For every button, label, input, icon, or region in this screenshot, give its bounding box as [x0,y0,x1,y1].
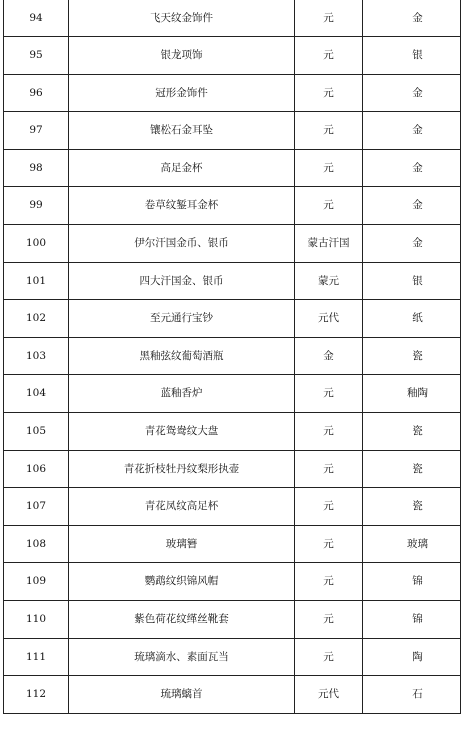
item-era: 蒙古汗国 [295,224,363,262]
item-material [363,337,461,375]
item-number: 104 [4,375,69,413]
item-name: 青花鸳鸯纹大盘 [69,412,295,450]
table-row [4,74,461,112]
table-row [4,0,461,37]
item-material-text: 锦 [412,575,423,588]
item-material-text: 石 [412,688,423,701]
item-material [363,375,461,413]
item-name: 卷草纹錾耳金杯 [69,187,295,225]
table-row [4,224,461,262]
item-name: 青花折枝牡丹纹梨形执壶 [69,450,295,488]
item-era: 元 [295,0,363,37]
item-era: 元 [295,187,363,225]
item-number: 94 [4,0,69,37]
item-era: 元 [295,149,363,187]
table-row [4,638,461,676]
item-number: 111 [4,638,69,676]
item-material-text: 金 [412,237,423,250]
item-number: 97 [4,112,69,150]
item-name: 镶松石金耳坠 [69,112,295,150]
item-era: 元 [295,488,363,526]
item-material [363,638,461,676]
item-material-text: 银 [412,274,423,287]
table-row [4,412,461,450]
item-material [363,187,461,225]
item-material-text: 金 [412,124,423,137]
item-material [363,412,461,450]
item-number: 101 [4,262,69,300]
item-number: 112 [4,676,69,714]
item-era: 元 [295,112,363,150]
item-material-text: 玻璃 [407,537,428,550]
item-name: 琉璃螭首 [69,676,295,714]
item-material-text: 瓷 [412,424,423,437]
artifact-table-body [4,0,461,713]
item-name: 伊尔汗国金币、银币 [69,224,295,262]
item-era: 元 [295,412,363,450]
item-material [363,563,461,601]
item-era: 蒙元 [295,262,363,300]
item-material [363,112,461,150]
item-material-text: 陶 [412,650,423,663]
item-era: 元 [295,74,363,112]
table-row [4,300,461,338]
artifact-table [3,0,461,714]
item-material-text: 金 [412,11,423,24]
item-material [363,149,461,187]
item-name: 黑釉弦纹葡萄酒瓶 [69,337,295,375]
item-number: 99 [4,187,69,225]
item-material [363,600,461,638]
item-era: 元 [295,450,363,488]
item-number: 103 [4,337,69,375]
item-material [363,37,461,75]
table-row [4,563,461,601]
item-material [363,488,461,526]
item-material-text: 金 [412,86,423,99]
item-material-text: 纸 [412,312,423,325]
table-row [4,262,461,300]
item-era: 元代 [295,676,363,714]
table-row [4,600,461,638]
item-number: 105 [4,412,69,450]
item-material-text: 瓷 [412,349,423,362]
item-era: 元 [295,375,363,413]
item-material [363,300,461,338]
item-number: 100 [4,224,69,262]
item-number: 108 [4,525,69,563]
item-name: 四大汗国金、银币 [69,262,295,300]
item-name: 玻璃簪 [69,525,295,563]
item-name: 鹦鹉纹织锦风帽 [69,563,295,601]
item-era: 元 [295,638,363,676]
item-name: 琉璃滴水、素面瓦当 [69,638,295,676]
table-row [4,187,461,225]
item-material-text: 金 [412,199,423,212]
item-material-text: 釉陶 [407,387,428,400]
item-material [363,525,461,563]
table-row [4,337,461,375]
item-name: 青花凤纹高足杯 [69,488,295,526]
item-material-text: 银 [412,49,423,62]
item-material-text: 锦 [412,612,423,625]
item-number: 95 [4,37,69,75]
item-material [363,224,461,262]
item-material [363,74,461,112]
item-name: 冠形金饰件 [69,74,295,112]
item-number: 110 [4,600,69,638]
item-era: 元代 [295,300,363,338]
table-row [4,525,461,563]
table-row [4,375,461,413]
table-row [4,37,461,75]
item-name: 蓝釉香炉 [69,375,295,413]
item-name: 紫色荷花纹缂丝靴套 [69,600,295,638]
item-name: 银龙项饰 [69,37,295,75]
table-row [4,676,461,714]
item-era: 元 [295,600,363,638]
item-material [363,0,461,37]
item-number: 96 [4,74,69,112]
item-number: 106 [4,450,69,488]
table-row [4,112,461,150]
table-row [4,488,461,526]
item-material [363,450,461,488]
item-name: 高足金杯 [69,149,295,187]
item-number: 107 [4,488,69,526]
table-row [4,450,461,488]
table-row [4,149,461,187]
item-material-text: 瓷 [412,462,423,475]
item-era: 元 [295,525,363,563]
item-number: 98 [4,149,69,187]
item-era: 元 [295,563,363,601]
item-material-text: 瓷 [412,500,423,513]
item-era: 金 [295,337,363,375]
item-number: 109 [4,563,69,601]
item-number: 102 [4,300,69,338]
item-material [363,262,461,300]
item-era: 元 [295,37,363,75]
item-material-text: 金 [412,161,423,174]
item-name: 至元通行宝钞 [69,300,295,338]
item-material [363,676,461,714]
item-name: 飞天纹金饰件 [69,0,295,37]
